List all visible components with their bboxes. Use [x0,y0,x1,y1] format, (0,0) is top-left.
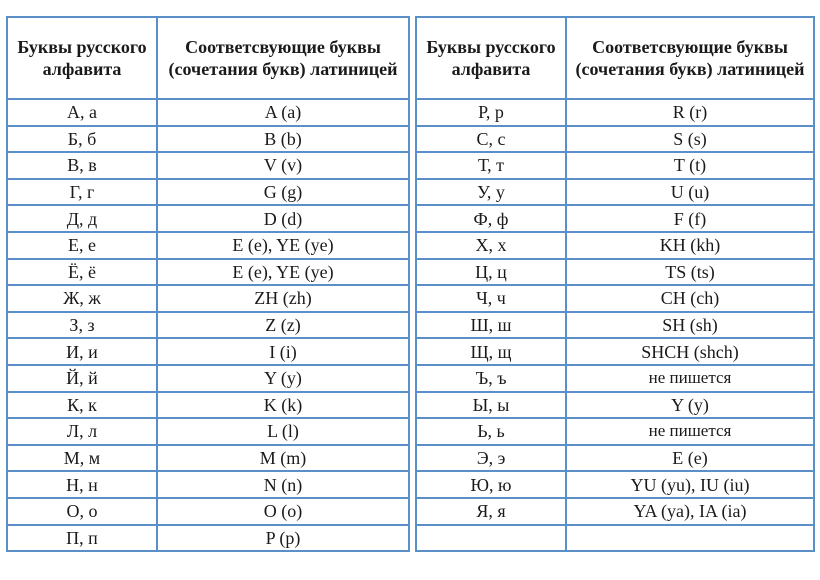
russian-letter-cell: Я, я [416,498,566,525]
table-row [7,205,409,232]
latin-equivalent-cell: E (e), YE (ye) [157,259,409,286]
latin-equivalent-cell: KH (kh) [566,232,814,259]
russian-letter-cell: У, у [416,179,566,206]
russian-letter-cell: Ф, ф [416,205,566,232]
latin-equivalent-cell: не пишется [566,418,814,445]
table-row [7,179,409,206]
russian-letter-cell: Ш, ш [416,312,566,339]
russian-letter-cell: П, п [7,525,157,552]
table-row [7,471,409,498]
latin-equivalent-cell: M (m) [157,445,409,472]
russian-letter-cell: Ъ, ъ [416,365,566,392]
russian-letter-cell: О, о [7,498,157,525]
russian-letter-cell: Ы, ы [416,392,566,419]
table-row [416,418,814,445]
table-row [7,525,409,552]
latin-equivalent-cell: Y (y) [566,392,814,419]
russian-letter-cell: Х, х [416,232,566,259]
table-row [7,259,409,286]
russian-letter-cell: Р, р [416,99,566,126]
table-body-right [416,99,814,551]
latin-equivalent-cell: Y (y) [157,365,409,392]
table-row [7,498,409,525]
russian-letter-cell: М, м [7,445,157,472]
table-row [7,285,409,312]
russian-letter-cell [416,525,566,552]
header-latin-equivalents: Соответсвующие буквы (сочетания букв) латиницей [157,17,409,99]
table-row [7,338,409,365]
table-row [7,445,409,472]
latin-equivalent-cell: U (u) [566,179,814,206]
latin-equivalent-cell [566,525,814,552]
table-row [416,126,814,153]
latin-equivalent-cell: CH (ch) [566,285,814,312]
latin-equivalent-cell: Z (z) [157,312,409,339]
russian-letter-cell: Э, э [416,445,566,472]
table-row [7,126,409,153]
table-row [7,152,409,179]
latin-equivalent-cell: F (f) [566,205,814,232]
russian-letter-cell: И, и [7,338,157,365]
russian-letter-cell: Н, н [7,471,157,498]
table-row [416,312,814,339]
russian-letter-cell: Й, й [7,365,157,392]
russian-letter-cell: К, к [7,392,157,419]
table-row [7,392,409,419]
table-row [416,525,814,552]
russian-letter-cell: Л, л [7,418,157,445]
table-row [416,498,814,525]
latin-equivalent-cell: V (v) [157,152,409,179]
table-row [7,365,409,392]
transliteration-table-right [415,16,815,552]
latin-equivalent-cell: E (e) [566,445,814,472]
latin-equivalent-cell: SH (sh) [566,312,814,339]
russian-letter-cell: В, в [7,152,157,179]
table-row [416,392,814,419]
russian-letter-cell: Б, б [7,126,157,153]
table-row [416,259,814,286]
russian-letter-cell: Ю, ю [416,471,566,498]
russian-letter-cell: Ц, ц [416,259,566,286]
table-row [7,312,409,339]
latin-equivalent-cell: YU (yu), IU (iu) [566,471,814,498]
latin-equivalent-cell: ZH (zh) [157,285,409,312]
table-row [7,232,409,259]
russian-letter-cell: Д, д [7,205,157,232]
latin-equivalent-cell: K (k) [157,392,409,419]
table-row [416,471,814,498]
table-row [416,365,814,392]
latin-equivalent-cell: P (p) [157,525,409,552]
russian-letter-cell: Ь, ь [416,418,566,445]
latin-equivalent-cell: S (s) [566,126,814,153]
table-row [416,232,814,259]
header-russian-letters: Буквы русского алфавита [7,17,157,99]
latin-equivalent-cell: I (i) [157,338,409,365]
russian-letter-cell: Е, е [7,232,157,259]
latin-equivalent-cell: A (a) [157,99,409,126]
transliteration-table-left [6,16,410,552]
table-row [416,285,814,312]
latin-equivalent-cell: B (b) [157,126,409,153]
russian-letter-cell: А, а [7,99,157,126]
table-row [416,179,814,206]
table-body-left [7,99,409,551]
header-latin-equivalents: Соответсвующие буквы (сочетания букв) латиницей [566,17,814,99]
russian-letter-cell: С, с [416,126,566,153]
table-row [416,338,814,365]
latin-equivalent-cell: T (t) [566,152,814,179]
latin-equivalent-cell: не пишется [566,365,814,392]
russian-letter-cell: Ж, ж [7,285,157,312]
latin-equivalent-cell: L (l) [157,418,409,445]
header-russian-letters: Буквы русского алфавита [416,17,566,99]
latin-equivalent-cell: N (n) [157,471,409,498]
russian-letter-cell: Ё, ё [7,259,157,286]
latin-equivalent-cell: YA (ya), IA (ia) [566,498,814,525]
table-row [416,205,814,232]
table-row [7,99,409,126]
russian-letter-cell: Ч, ч [416,285,566,312]
table-row [416,152,814,179]
russian-letter-cell: Щ, щ [416,338,566,365]
latin-equivalent-cell: G (g) [157,179,409,206]
latin-equivalent-cell: O (o) [157,498,409,525]
header-row [7,17,409,99]
russian-letter-cell: З, з [7,312,157,339]
russian-letter-cell: Г, г [7,179,157,206]
latin-equivalent-cell: TS (ts) [566,259,814,286]
russian-letter-cell: Т, т [416,152,566,179]
latin-equivalent-cell: E (e), YE (ye) [157,232,409,259]
table-row [7,418,409,445]
header-row [416,17,814,99]
latin-equivalent-cell: D (d) [157,205,409,232]
table-row [416,99,814,126]
table-row [416,445,814,472]
latin-equivalent-cell: R (r) [566,99,814,126]
latin-equivalent-cell: SHCH (shch) [566,338,814,365]
